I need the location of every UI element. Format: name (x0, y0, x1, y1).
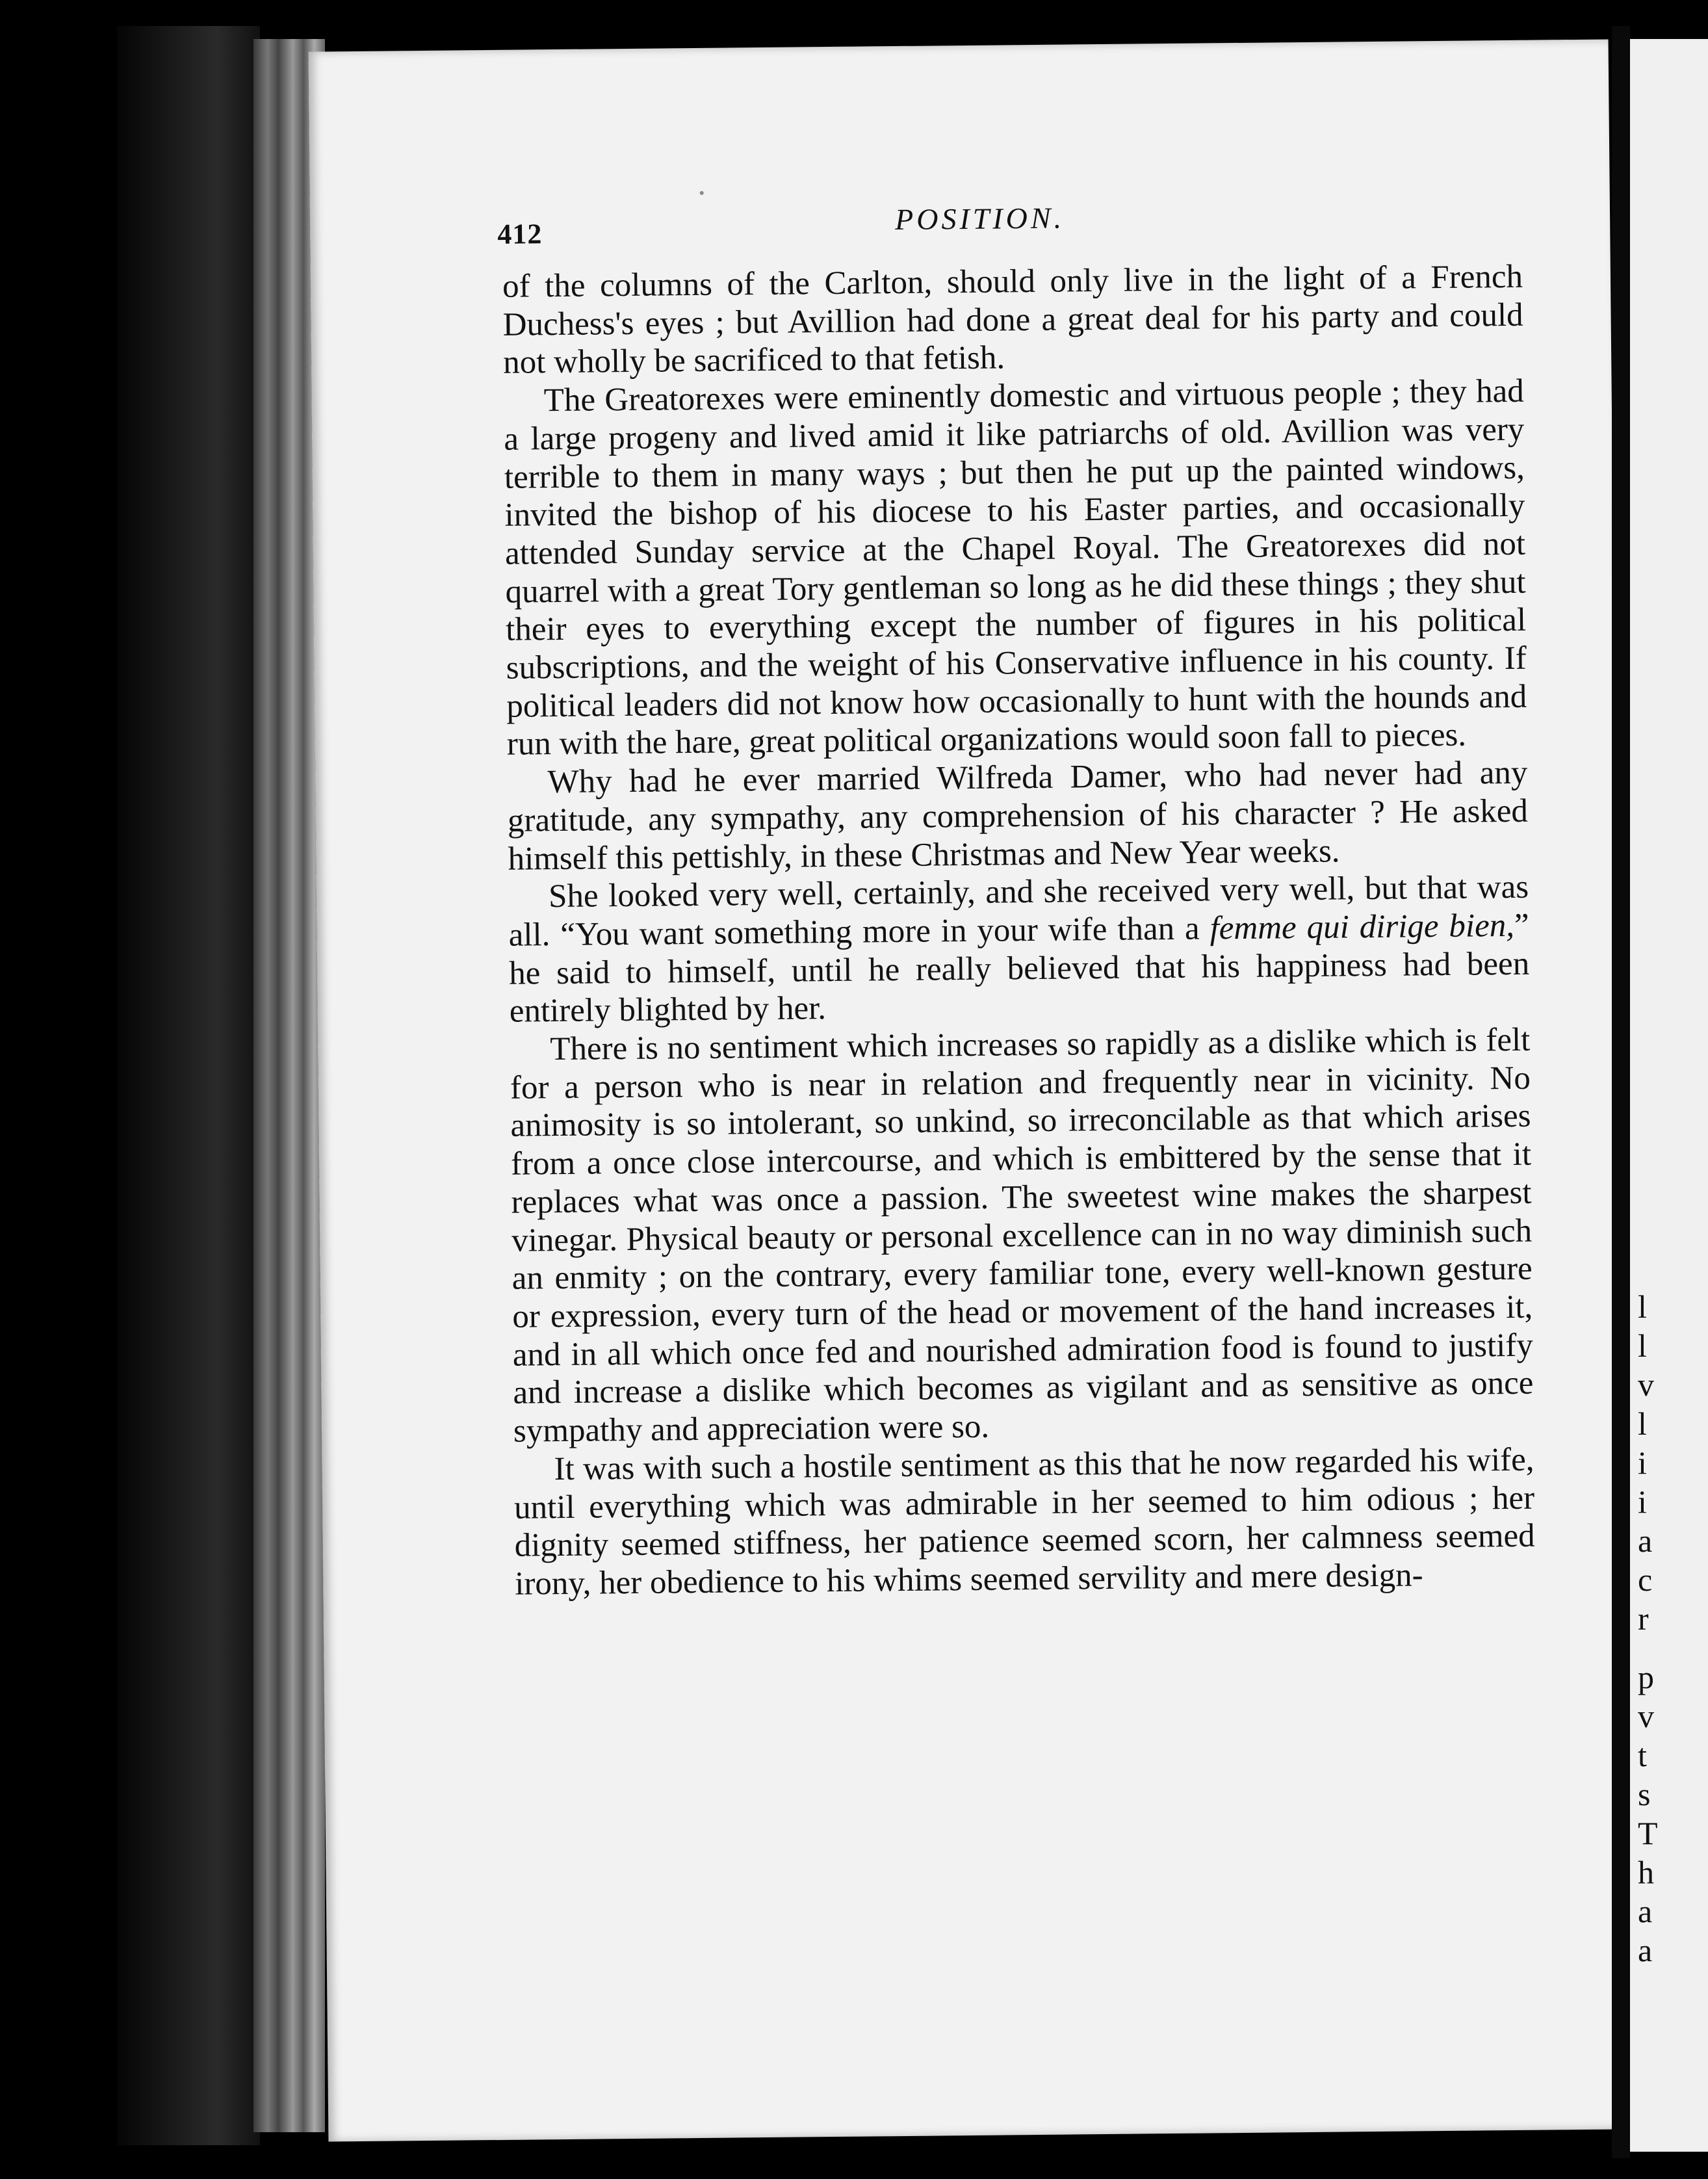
paragraph: The Greatorexes were eminently domestic and virtuous people ; they had a large progeny and lived amid it like patriarchs of old. Avillion was very terrible to them in many ways ; but then he put up the painted windows, invited the bishop of his diocese to his Easter parties, and occasionally attended Sunday service at the Chapel Royal. The Greatorexes did not quarrel with a great Tory gentleman so long as he did these things ; they shut their eyes to everything except the number of figures in his political subscriptions, and the weight of his Conservative influence in his county. If political leaders did not know how occasionally to hunt with the hounds and run with the hare, great political organizations would soon fall to pieces. (504, 372, 1527, 763)
paragraph: It was with such a hostile sentiment as this that he now regarded his wife, until everything which was admirable in her seemed to him odious ; her dignity seemed stiffness, her patience seemed scorn, her calmness seemed irony, her obedience to his whims seemed servility and mere design- (513, 1441, 1535, 1602)
facing-letter: h (1638, 1854, 1654, 1890)
facing-letter: l (1638, 1405, 1647, 1442)
facing-letter: p (1638, 1659, 1654, 1695)
paragraph: There is no sentiment which increases so rapidly as a dislike which is felt for a person who is near in relation and frequently near in vicinity. No animosity is so intolerant, so unkind, so irreconcilable as that which arises from a once close intercourse, and which is embittered by the sense that it replaces what was once a passion. The sweetest wine makes the sharpest vinegar. Physical beauty or personal excellence can in no way diminish such an enmity ; on the contrary, every familiar tone, every well-known gesture or expression, every turn of the head or movement of the hand increases it, and in all which once fed and nourished admiration food is found to justify and increase a dislike which becomes as vigilant and as sensitive as once sympathy and appreciation were so. (510, 1021, 1534, 1450)
paragraph: She looked very well, certainly, and she received very well, but that was all. “You want something more in your wife than a femme qui dirige bien,” he said to himself, until he really believed that his happiness had been entirely blighted by her. (508, 868, 1530, 1030)
facing-letter: r (1638, 1600, 1649, 1637)
facing-letter: a (1638, 1893, 1653, 1929)
facing-letter: i (1638, 1483, 1647, 1520)
paper-speck (700, 191, 704, 195)
italic-phrase: femme qui dirige bien, (1210, 907, 1515, 947)
facing-letter: l (1638, 1288, 1647, 1325)
book-page (309, 39, 1629, 2141)
facing-letter: v (1638, 1698, 1654, 1734)
facing-letter: l (1638, 1327, 1647, 1364)
facing-letter: i (1638, 1444, 1647, 1481)
paragraph: Why had he ever married Wilfreda Damer, who had never had any gratitude, any sympathy, any comprehension of his character ? He asked himself this pettishly, in these Christmas and New Year weeks. (507, 754, 1529, 878)
running-head (310, 195, 1611, 253)
running-title: POSITION. (894, 201, 1065, 237)
body-text (502, 258, 1536, 1604)
book-spine-shadow (117, 26, 260, 2145)
facing-page-letters (1638, 1287, 1658, 1970)
facing-letter: a (1638, 1522, 1653, 1559)
facing-letter: s (1638, 1776, 1651, 1812)
facing-letter: c (1638, 1561, 1653, 1598)
facing-letter: T (1638, 1815, 1658, 1851)
facing-letter: t (1638, 1737, 1647, 1773)
facing-page (1630, 39, 1708, 2152)
facing-letter: a (1638, 1932, 1653, 1968)
page-number: 412 (497, 218, 543, 250)
paragraph: of the columns of the Carlton, should only live in the light of a French Duchess's eyes ; but Avillion had done a great deal for his party and could not wholly be sacrificed to that fetish. (502, 258, 1523, 382)
gutter-shadow (1612, 26, 1630, 2158)
facing-letter: v (1638, 1366, 1654, 1403)
